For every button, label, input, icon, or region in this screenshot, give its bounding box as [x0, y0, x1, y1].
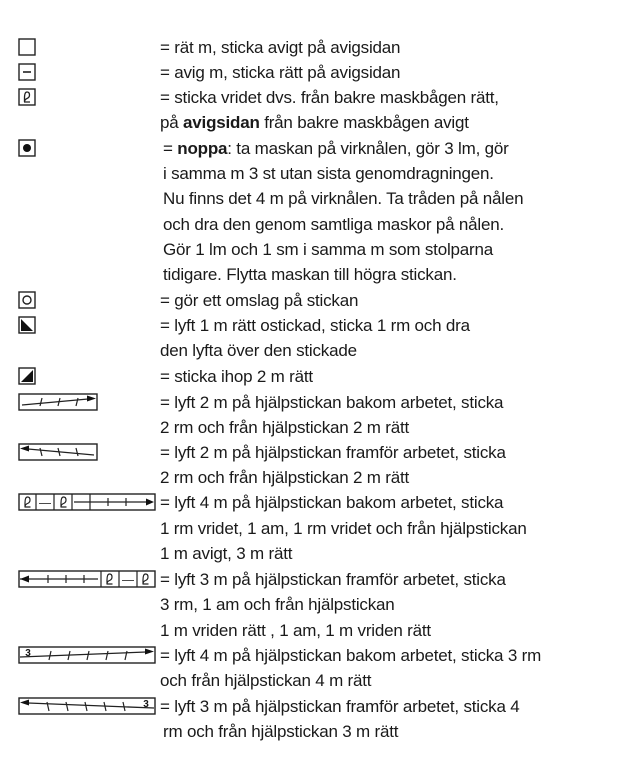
legend-line: på avigsidan från bakre maskbågen avigt [160, 113, 469, 132]
legend-line: = lyft 3 m på hjälpstickan framför arbetet, sticka [160, 570, 506, 589]
symbol-label: — [39, 495, 51, 510]
legend-line: och dra den genom samtliga maskor på nålen. [163, 215, 505, 234]
legend-line: den lyfta över den stickade [160, 341, 357, 360]
right-decrease-icon [18, 367, 36, 385]
circle-square-icon [18, 291, 36, 309]
legend-line: 1 m avigt, 3 m rätt [160, 544, 293, 563]
legend-line: = gör ett omslag på stickan [160, 291, 359, 310]
twisted-stitch-icon [18, 88, 36, 106]
cable-4-3-left-icon [18, 697, 156, 715]
symbol-label: 3 [143, 699, 149, 710]
legend-line: = lyft 1 m rätt ostickad, sticka 1 rm och dra [160, 316, 470, 335]
legend-line: = lyft 2 m på hjälpstickan framför arbetet, sticka [160, 443, 506, 462]
bobble-dot-icon [18, 139, 36, 157]
legend-line: = rät m, sticka avigt på avigsidan [160, 38, 401, 57]
legend-line: 2 rm och från hjälpstickan 2 m rätt [160, 468, 410, 487]
legend-line: 1 rm vridet, 1 am, 1 rm vridet och från hjälpstickan [160, 519, 527, 538]
legend-line: rm och från hjälpstickan 3 m rätt [163, 722, 399, 741]
legend-line: Nu finns det 4 m på virknålen. Ta tråden på nålen [163, 189, 524, 208]
dash-square-icon [18, 63, 36, 81]
cable-4-back-twisted-icon [18, 493, 156, 511]
symbol-label: 3 [25, 648, 31, 659]
legend-line: = sticka vridet dvs. från bakre maskbågen rätt, [160, 88, 499, 107]
legend-line: 2 rm och från hjälpstickan 2 m rätt [160, 418, 410, 437]
legend-line: och från hjälpstickan 4 m rätt [160, 671, 372, 690]
legend-line: 1 m vriden rätt , 1 am, 1 m vriden rätt [160, 621, 431, 640]
legend-line: = lyft 3 m på hjälpstickan framför arbetet, sticka 4 [160, 697, 520, 716]
left-decrease-icon [18, 316, 36, 334]
legend-line: = lyft 2 m på hjälpstickan bakom arbetet, sticka [160, 393, 504, 412]
legend-line: i samma m 3 st utan sista genomdragningen. [163, 164, 494, 183]
legend-line: = avig m, sticka rätt på avigsidan [160, 63, 401, 82]
legend-line: = lyft 4 m på hjälpstickan bakom arbetet, sticka 3 rm [160, 646, 542, 665]
legend-line: = lyft 4 m på hjälpstickan bakom arbetet, sticka [160, 493, 504, 512]
legend-line: = noppa: ta maskan på virknålen, gör 3 lm, gör [163, 139, 509, 158]
cable-3-4-right-icon [18, 646, 156, 664]
symbol-label: — [122, 572, 134, 587]
empty-square-icon [18, 38, 36, 56]
cable-3-front-twisted-icon [18, 570, 156, 588]
legend-line: Gör 1 lm och 1 sm i samma m som stolparna [163, 240, 494, 259]
legend-line: = sticka ihop 2 m rätt [160, 367, 313, 386]
cable-2-2-left-icon [18, 443, 98, 461]
legend-line: 3 rm, 1 am och från hjälpstickan [160, 595, 395, 614]
legend-line: tidigare. Flytta maskan till högra stickan. [163, 265, 457, 284]
cable-2-2-right-icon [18, 393, 98, 411]
